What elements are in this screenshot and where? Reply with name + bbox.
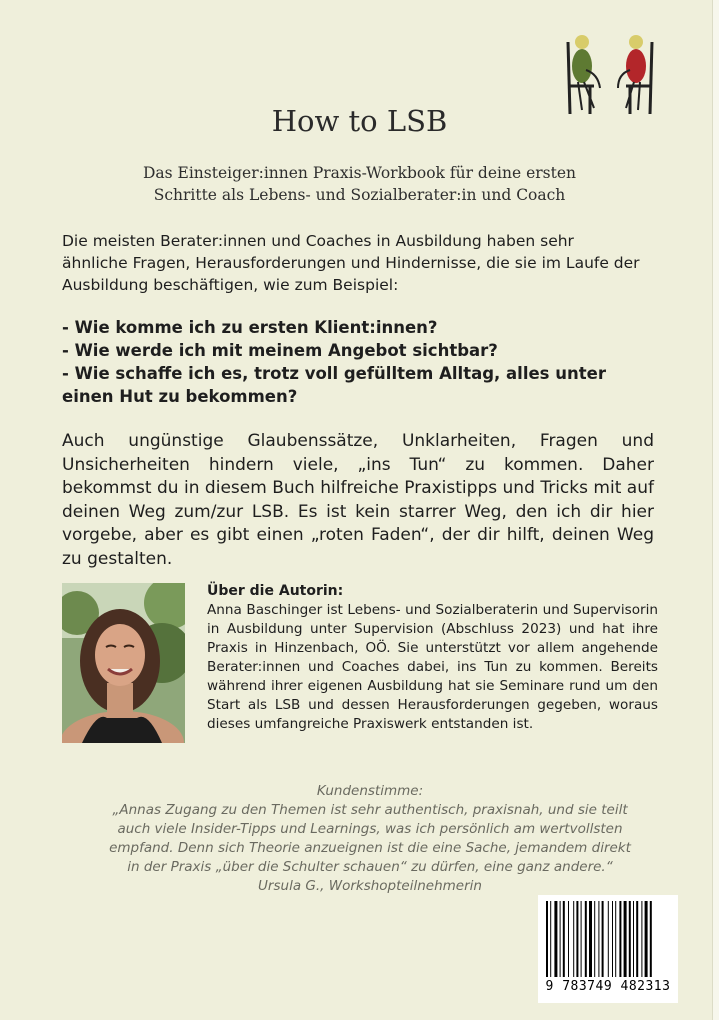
- question-item: - Wie werde ich mit meinem Angebot sichtbar?: [62, 341, 498, 360]
- barcode-bar: [546, 901, 548, 977]
- question-list: [62, 316, 662, 408]
- testimonial: [80, 782, 660, 896]
- about-heading: Über die Autorin:: [207, 583, 344, 599]
- barcode-bar: [598, 901, 599, 977]
- isbn-barcode: [538, 895, 678, 1003]
- barcode-bar: [589, 901, 592, 977]
- barcode-bar: [573, 901, 574, 977]
- barcode-bar: [636, 901, 638, 977]
- barcode-bar: [594, 901, 595, 977]
- barcode-bar: [619, 901, 621, 977]
- testimonial-line: in der Praxis „über die Schulter schauen“ zu dürfen, eine ganz andere.“: [127, 859, 613, 875]
- barcode-bar: [581, 901, 582, 977]
- barcode-bars: [538, 895, 678, 979]
- barcode-bar: [608, 901, 609, 977]
- barcode-bar: [624, 901, 627, 977]
- barcode-bar: [554, 901, 557, 977]
- barcode-bar: [576, 901, 578, 977]
- barcode-bar: [633, 901, 634, 977]
- isbn-number: 9 783749 482313: [545, 979, 671, 994]
- page-edge: [712, 0, 719, 1020]
- barcode-bar: [602, 901, 604, 977]
- body-paragraph: Auch ungünstige Glaubenssätze, Unklarheiten, Fragen und Unsicherheiten hindern viele, „ins Tun“ zu kommen. Daher bekommst du in diesem Buch hilfreiche Praxistipps und Tricks mit auf deinen Weg zum/zur LSB. Es ist kein starrer Weg, den ich dir hier vorgebe, aber es gibt einen „roten Faden“, der dir hilft, deinen Weg zu gestalten.: [62, 431, 654, 569]
- barcode-bar: [563, 901, 565, 977]
- intro-paragraph: Die meisten Berater:innen und Coaches in Ausbildung haben sehr ähnliche Fragen, Herausforderungen und Hindernisse, die sie im Laufe der Ausbildung beschäftigen, wie zum Beispiel:: [62, 232, 640, 294]
- testimonial-label: Kundenstimme:: [316, 783, 424, 799]
- testimonial-line: auch viele Insider-Tipps und Learnings, was ich persönlich am wertvollsten: [117, 821, 623, 837]
- subtitle-line: Schritte als Lebens- und Sozialberater:in und Coach: [153, 186, 566, 204]
- barcode-bar: [585, 901, 587, 977]
- barcode-bar: [615, 901, 616, 977]
- book-title: How to LSB: [271, 104, 448, 138]
- barcode-bar: [612, 901, 613, 977]
- author-photo: [62, 583, 185, 743]
- barcode-bar: [650, 901, 652, 977]
- testimonial-line: empfand. Denn sich Theorie anzueignen ist die eine Sache, jemandem direkt: [109, 840, 631, 856]
- about-text: Anna Baschinger ist Lebens- und Sozialberaterin und Supervisorin in Ausbildung unter Supervision (Abschluss 2023) und hat ihre Praxis in Hinzenbach, OÖ. Sie unterstützt vor allem angehende Berater:innen und Coaches dabei, ins Tun zu kommen. Bereits während ihrer eigenen Ausbildung hat sie Seminare rund um den Start als LSB und dessen Herausforderungen gegeben, woraus dieses umfangreiche Praxiswerk entstanden ist.: [207, 602, 658, 732]
- barcode-bar: [629, 901, 631, 977]
- barcode-bar: [550, 901, 551, 977]
- barcode-bar: [560, 901, 561, 977]
- barcode-bar: [645, 901, 648, 977]
- barcode-bar: [641, 901, 642, 977]
- subtitle-line: Das Einsteiger:innen Praxis-Workbook für deine ersten: [142, 164, 576, 182]
- barcode-bar: [568, 901, 569, 977]
- testimonial-line: „Annas Zugang zu den Themen ist sehr authentisch, praxisnah, und sie teilt: [112, 802, 628, 818]
- book-subtitle: [0, 162, 719, 206]
- question-item: - Wie komme ich zu ersten Klient:innen?: [62, 318, 438, 337]
- testimonial-author: Ursula G., Workshopteilnehmerin: [258, 878, 482, 894]
- question-item: - Wie schaffe ich es, trotz voll gefülltem Alltag, alles unter einen Hut zu bekommen?: [62, 364, 606, 406]
